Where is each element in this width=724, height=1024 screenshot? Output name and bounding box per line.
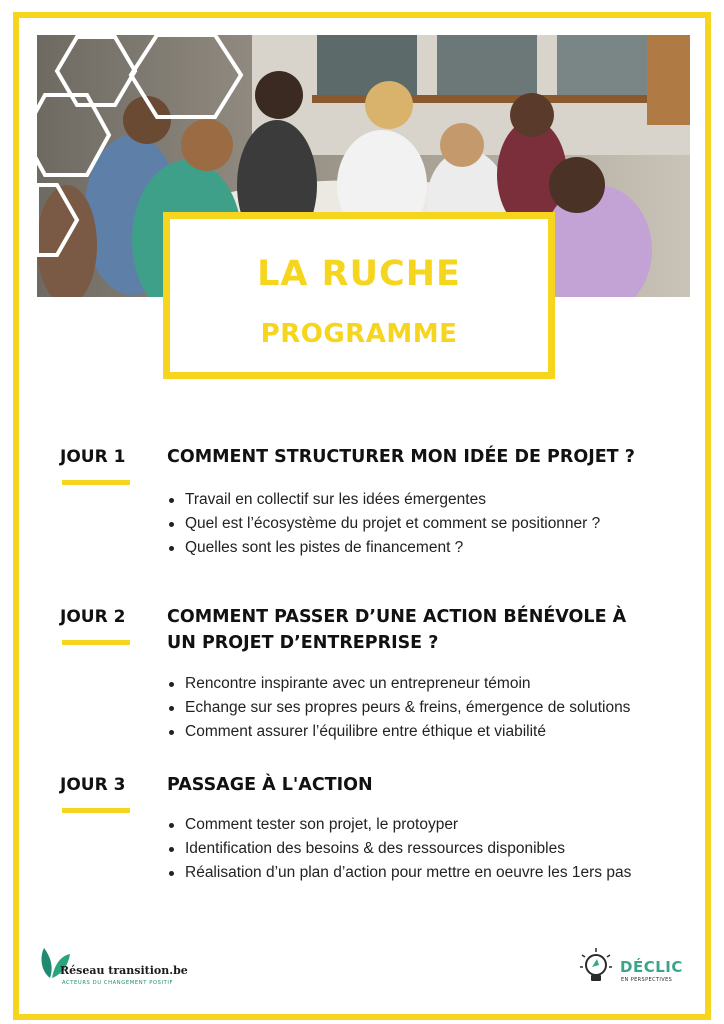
day-2-list: [166, 672, 630, 744]
svg-text:Réseau transition.be: Réseau transition.be: [60, 964, 188, 977]
lightbulb-icon: [580, 948, 612, 981]
svg-text:DÉCLIC: DÉCLIC: [620, 958, 683, 976]
svg-text:ACTEURS DU CHANGEMENT POSITIF: ACTEURS DU CHANGEMENT POSITIF: [62, 980, 174, 986]
day-3-title-line: PASSAGE À L'ACTION: [167, 775, 373, 795]
day-3-list: [166, 813, 631, 885]
day-3-underline: [62, 808, 130, 813]
list-item: Identification des besoins & des ressources disponibles: [166, 837, 631, 861]
list-item: Réalisation d’un plan d’action pour mettre en oeuvre les 1ers pas: [166, 861, 631, 885]
day-2-title: [167, 604, 626, 656]
day-1-underline: [62, 480, 130, 485]
day-2-label: JOUR 2: [60, 607, 126, 627]
list-item: Echange sur ses propres peurs & freins, émergence de solutions: [166, 696, 630, 720]
list-item: Comment tester son projet, le protoyper: [166, 813, 631, 837]
page-title: LA RUCHE: [257, 254, 461, 294]
declic-logo: [578, 946, 688, 988]
day-3-title: [167, 772, 373, 798]
svg-text:EN PERSPECTIVES: EN PERSPECTIVES: [621, 977, 673, 983]
day-1-label: JOUR 1: [60, 447, 126, 467]
day-1-title: [167, 444, 635, 470]
title-box: [163, 212, 555, 379]
list-item: Comment assurer l’équilibre entre éthique et viabilité: [166, 720, 630, 744]
day-1-title-line: COMMENT STRUCTURER MON IDÉE DE PROJET ?: [167, 447, 635, 467]
reseau-transition-logo: [38, 944, 188, 988]
list-item: Quelles sont les pistes de financement ?: [166, 536, 600, 560]
day-2-title-line: COMMENT PASSER D’UNE ACTION BÉNÉVOLE À: [167, 607, 627, 627]
day-3-label: JOUR 3: [60, 775, 126, 795]
page-subtitle: PROGRAMME: [260, 319, 458, 349]
list-item: Travail en collectif sur les idées émergentes: [166, 488, 600, 512]
list-item: Rencontre inspirante avec un entrepreneur témoin: [166, 672, 630, 696]
day-2-underline: [62, 640, 130, 645]
day-2-title-line: UN PROJET D’ENTREPRISE ?: [167, 633, 439, 653]
list-item: Quel est l’écosystème du projet et comment se positionner ?: [166, 512, 600, 536]
day-1-list: [166, 488, 600, 560]
